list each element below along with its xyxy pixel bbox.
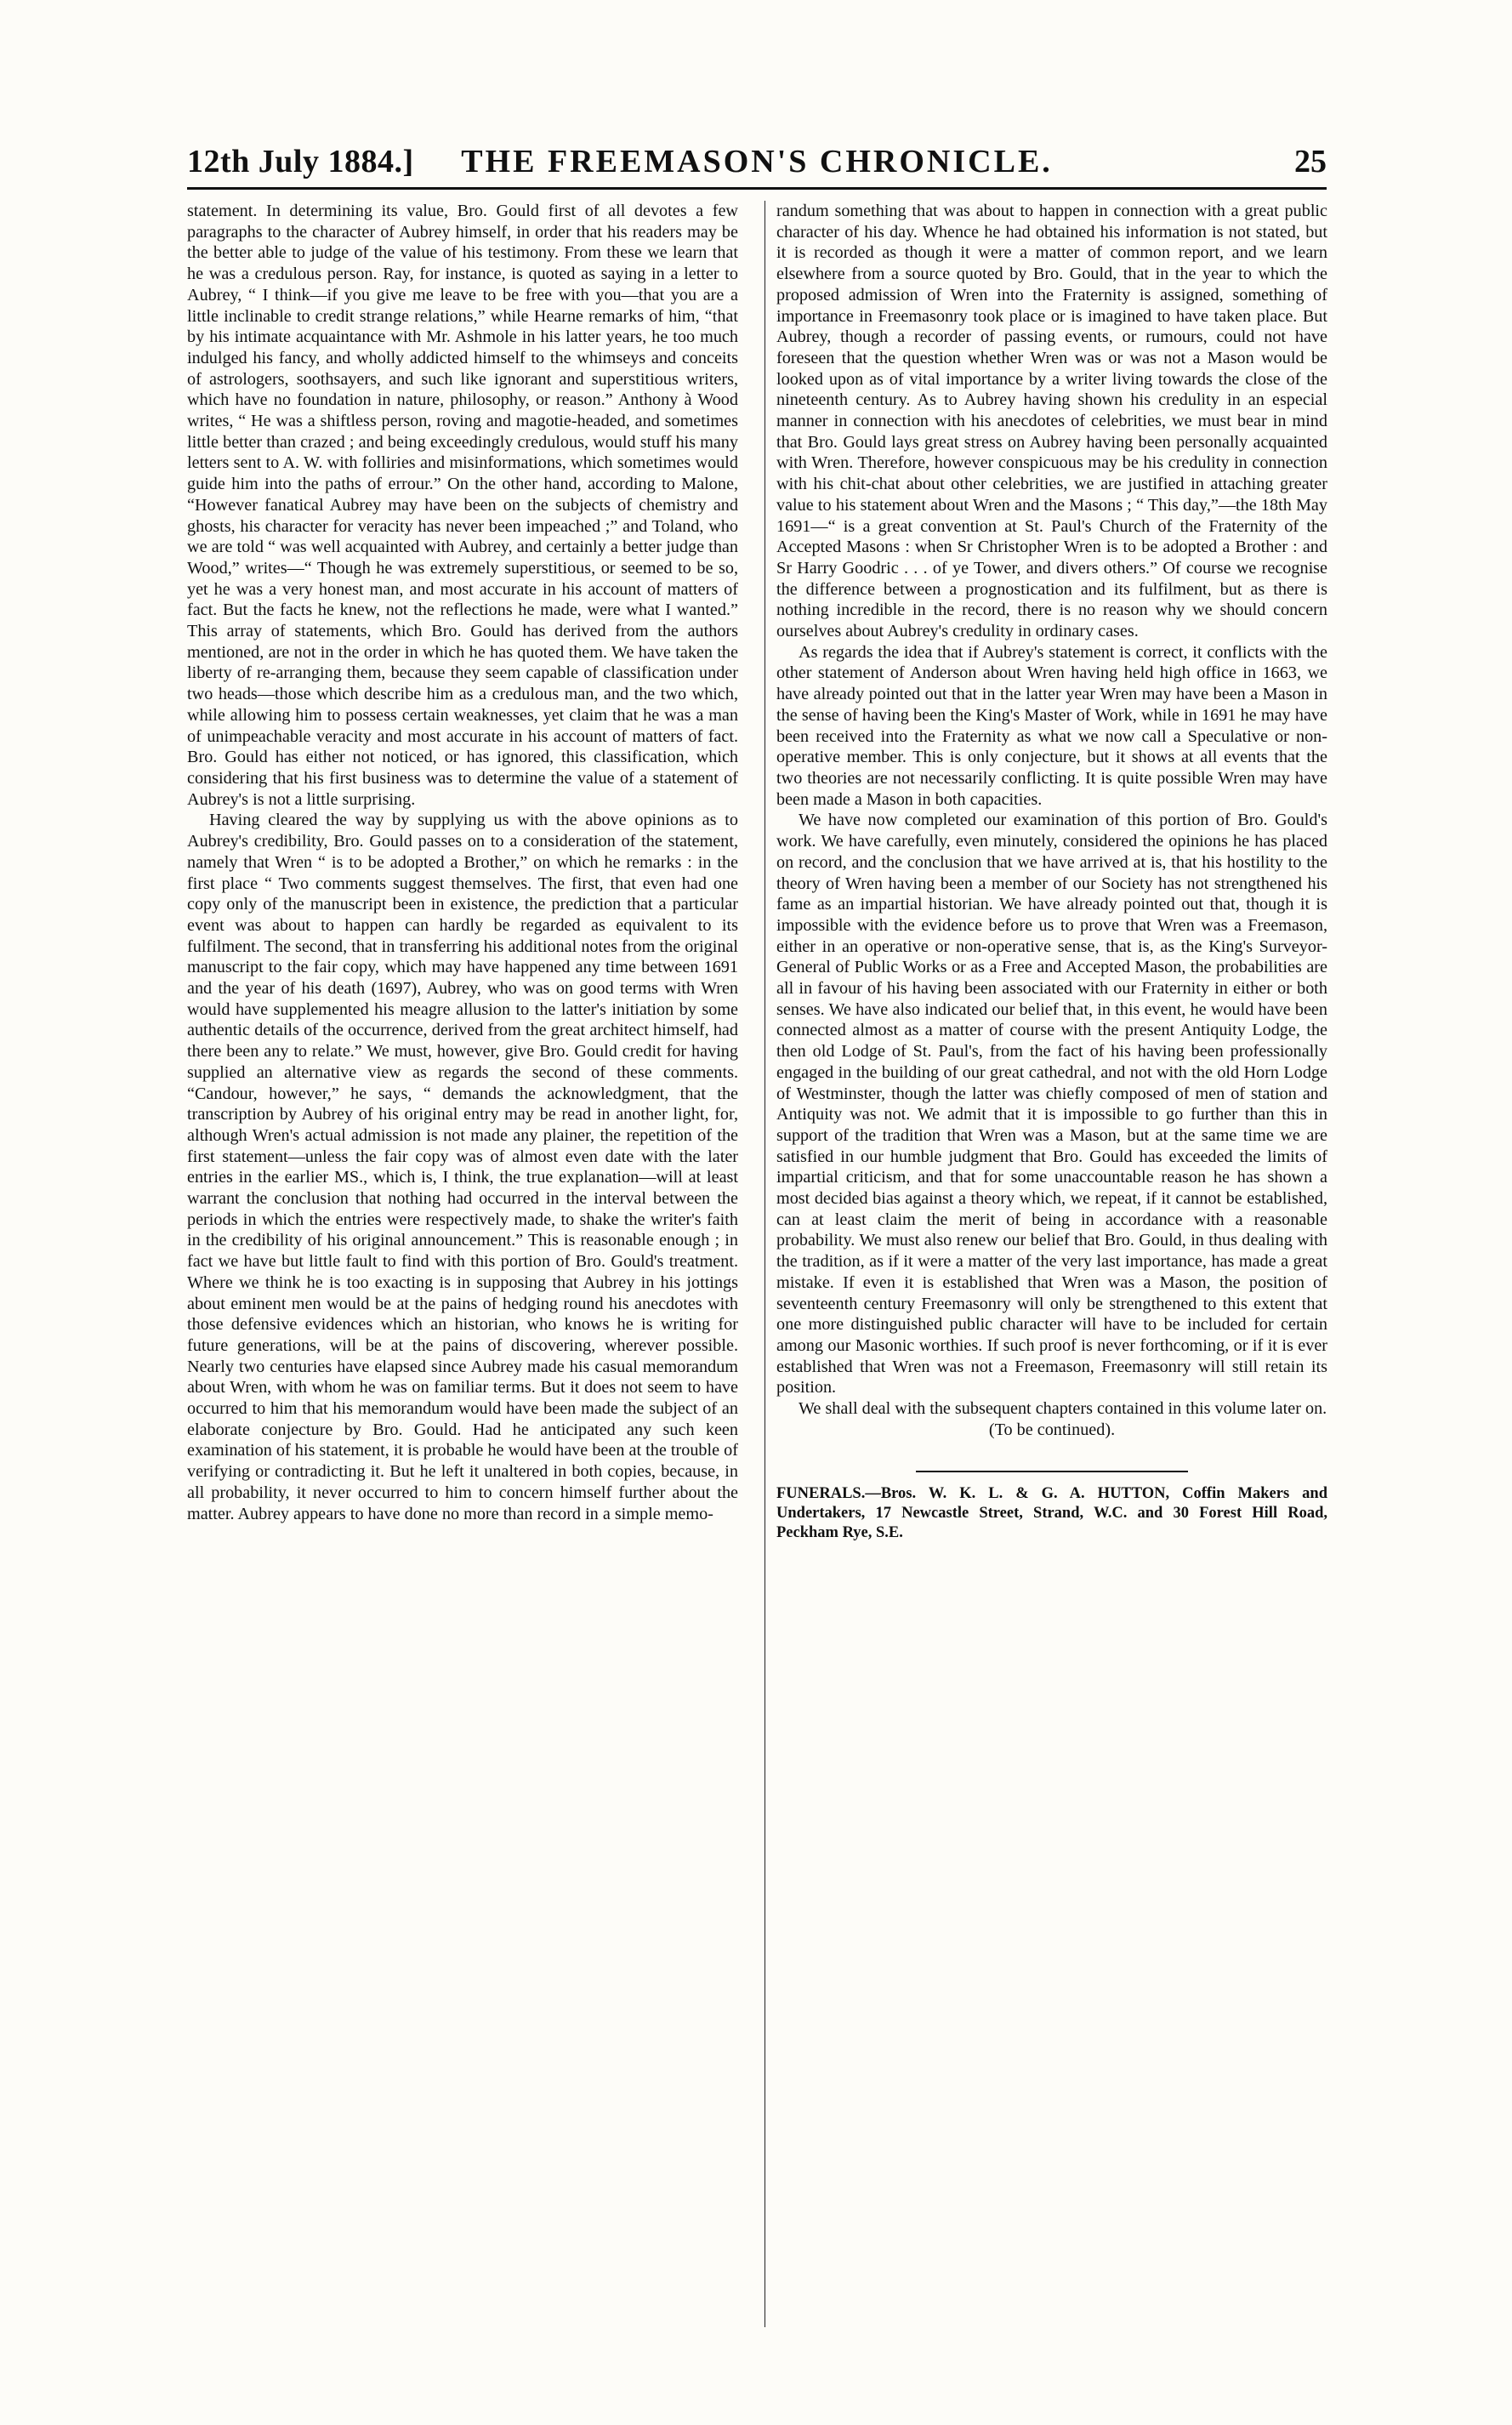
article-paragraph: We have now completed our examination of this portion of Bro. Gould's work. We have carefully, even minutely, considered the opinions he has placed on record, and the conclusion that we have arrived at is, that his hostility to the theory of Wren having been a member of our Society has not strengthened his fame as an impartial historian. We have already pointed out that, though it is impossible with the evidence before us to prove that Wren was a Freemason, either in an operative or non-operative sense, that is, as the King's Surveyor-General of Public Works or as a Free and Accepted Mason, the probabilities are all in favour of his having been associated with our Fraternity in either or both senses. We have also indicated our belief that, in this event, he would have been connected almost as a matter of course with the present Antiquity Lodge, the then old Lodge of St. Paul's, from the fact of his having been professionally engaged in the building of our great cathedral, and not with the old Horn Lodge of Westminster, though the latter was chiefly composed of men of station and Antiquity was not. We admit that it is impossible to go further than this in support of the tradition that Wren was a Mason, but at the same time we are satisfied in our humble judgment that Bro. Gould has exceeded the limits of impartial criticism, and that for some unaccountable reason he has shown a most decided bias against a theory which, we repeat, if it cannot be established, can at least claim the merit of being in accordance with a reasonable probability. We must also renew our belief that Bro. Gould, in thus dealing with the tradition, as if it were a matter of the very last importance, has made a great mistake. If even it is established that Wren was a Mason, the position of seventeenth century Freemasonry will only be strengthened to this extent that one more distinguished public character will have to be included for certain among our Masonic worthies. If such proof is never forthcoming, or if it is ever established that Wren was not a Freemason, Freemasonry will still retain its position. (776, 811, 1327, 1398)
left-column (187, 201, 738, 2306)
masthead-rule (187, 187, 1327, 190)
article-paragraph: statement. In determining its value, Bro. Gould first of all devotes a few paragraphs to the character of Aubrey himself, in order that his readers may be the better able to judge of the value of his testimony. From these we learn that he was a credulous person. Ray, for instance, is quoted as saying in a letter to Aubrey, “ I think—if you give me leave to be free with you—that you are a little inclinable to credit strange relations,” while Hearne remarks of him, “that by his intimate acquaintance with Mr. Ashmole in his latter years, he too much indulged his fancy, and wholly addicted himself to the whimseys and conceits of astrologers, soothsayers, and such like ignorant and superstitious writers, which have no foundation in nature, philosophy, or reason.” Anthony à Wood writes, “ He was a shiftless person, roving and magotie-headed, and sometimes little better than crazed ; and being exceedingly credulous, would stuff his many letters sent to A. W. with folliries and misinformations, which sometimes would guide him into the paths of errour.” On the other hand, according to Malone, “However fanatical Aubrey may have been on the subjects of chemistry and ghosts, his character for veracity has never been impeached ;” and Toland, who we are told “ was well acquainted with Aubrey, and certainly a better judge than Wood,” writes—“ Though he was extremely superstitious, or seemed to be so, yet he was a very honest man, and most accurate in his account of matters of fact. But the facts he knew, not the reflections he made, were what I wanted.” This array of statements, which Bro. Gould has derived from the authors mentioned, are not in the order in which he has quoted them. We have taken the liberty of re-arranging them, because they seem capable of classification under two heads—those which describe him as a credulous man, and the two which, while allowing him to possess certain weaknesses, yet claim that he was a man of unimpeachable veracity and most accurate in his account of matters of fact. Bro. Gould has either not noticed, or has ignored, this classification, which considering that his first business was to determine the value of a statement of Aubrey's is not a little surprising. (187, 202, 738, 809)
continued-note: (To be continued). (988, 1420, 1116, 1439)
page-number: 25 (1294, 144, 1327, 179)
article-paragraph: As regards the idea that if Aubrey's statement is correct, it conflicts with the other statement of Anderson about Wren having held high office in 1663, we have already pointed out that in the latter year Wren may have been a Mason in the sense of having been the King's Master of Work, while in 1691 he may have been received into the Fraternity as what we now call a Speculative or non-operative member. This is only conjecture, but it shows at all events that the two theories are not necessarily conflicting. It is quite possible Wren may have been made a Mason in both capacities. (776, 642, 1327, 809)
section-rule (916, 1471, 1188, 1472)
publication-title: THE FREEMASON'S CHRONICLE. (461, 144, 1053, 179)
article-paragraph: Having cleared the way by supplying us with the above opinions as to Aubrey's credibility, Bro. Gould passes on to a consideration of the statement, namely that Wren “ is to be adopted a Brother,” on which he remarks : in the first place “ Two comments suggest themselves. The first, that even had one copy only of the manuscript been in existence, the prediction that a particular event was about to happen can hardly be regarded as equivalent to its fulfilment. The second, that in transferring his additional notes from the original manuscript to the fair copy, which may have happened any time between 1691 and the year of his death (1697), Aubrey, who was on good terms with Wren would have supplemented his meagre allusion to the latter's initiation by some authentic details of the occurrence, derived from the great architect himself, had there been any to relate.” We must, however, give Bro. Gould credit for having supplied an alternative view as regards the second of these comments. “Candour, however,” he says, “ demands the acknowledgment, that the transcription by Aubrey of his original entry may be read in another light, for, although Wren's actual admission is not made any plainer, the repetition of the first statement—unless the fair copy was of almost even date with the later entries in the earlier MS., which is, I think, the true explanation—will at least warrant the conclusion that nothing had occurred in the interval between the periods in which the entries were respectively made, to shake the writer's faith in the credibility of his original announcement.” This is reasonable enough ; in fact we have but little fault to find with this portion of Bro. Gould's treatment. Where we think he is too exacting is in supposing that Aubrey in his jottings about eminent men would be at the pains of hedging round his anecdotes with those defensive evidences which an historian, who knows he is writing for future generations, will be at the pains of discovering, wherever possible. Nearly two centuries have elapsed since Aubrey made his casual memorandum about Wren, with whom he was on familiar terms. But it does not seem to have occurred to him that his memorandum would have been made the subject of an elaborate conjecture by Bro. Gould. Had he anticipated any such keen examination of his statement, it is probable he would have been at the trouble of verifying or contradicting it. But he left it unaltered in both copies, because, in all probability, it never occurred to him to concern himself further about the matter. Aubrey appears to have done no more than record in a simple memo- (187, 811, 738, 1523)
article-paragraph: randum something that was about to happen in connection with a great public character of his day. Whence he had obtained his information is not stated, but it is recorded as though it were a matter of common report, and we learn elsewhere from a source quoted by Bro. Gould, that in the year to which the proposed admission of Wren into the Fraternity is assigned, something of importance in Freemasonry took place or is imagined to have taken place. But Aubrey, though a recorder of passing events, or rumours, could not have foreseen that the question whether Wren was or was not a Mason would be looked upon as of vital importance by a writer living towards the close of the nineteenth century. As to Aubrey having shown his credulity in an especial manner in connection with his anecdotes of celebrities, we must bear in mind that Bro. Gould lays great stress on Aubrey having been personally acquainted with Wren. Therefore, however conspicuous may be his credulity in connection with his chit-chat about other celebrities, we are justified in attaching greater value to his statement about Wren and the Masons ; “ This day,”—the 18th May 1691—“ is a great convention at St. Paul's Church of the Fraternity of the Accepted Masons : when Sr Christopher Wren is to be adopted a Brother : and Sr Harry Goodric . . . of ye Tower, and divers others.” Of course we recognise the difference between a prognostication and its fulfilment, but as there is nothing incredible in the record, there is no reason why we should concern ourselves about Aubrey's credulity in ordinary cases. (776, 202, 1327, 641)
funeral-advertisement: FUNERALS.—Bros. W. K. L. & G. A. HUTTON, Coffin Makers and Undertakers, 17 Newcastle Street, Strand, W.C. and 30 Forest Hill Road, Peckham Rye, S.E. (776, 1485, 1327, 1542)
masthead (187, 143, 1327, 182)
issue-date: 12th July 1884.] (187, 144, 414, 179)
right-column (776, 201, 1327, 2306)
article-paragraph: We shall deal with the subsequent chapters contained in this volume later on. (799, 1399, 1327, 1419)
